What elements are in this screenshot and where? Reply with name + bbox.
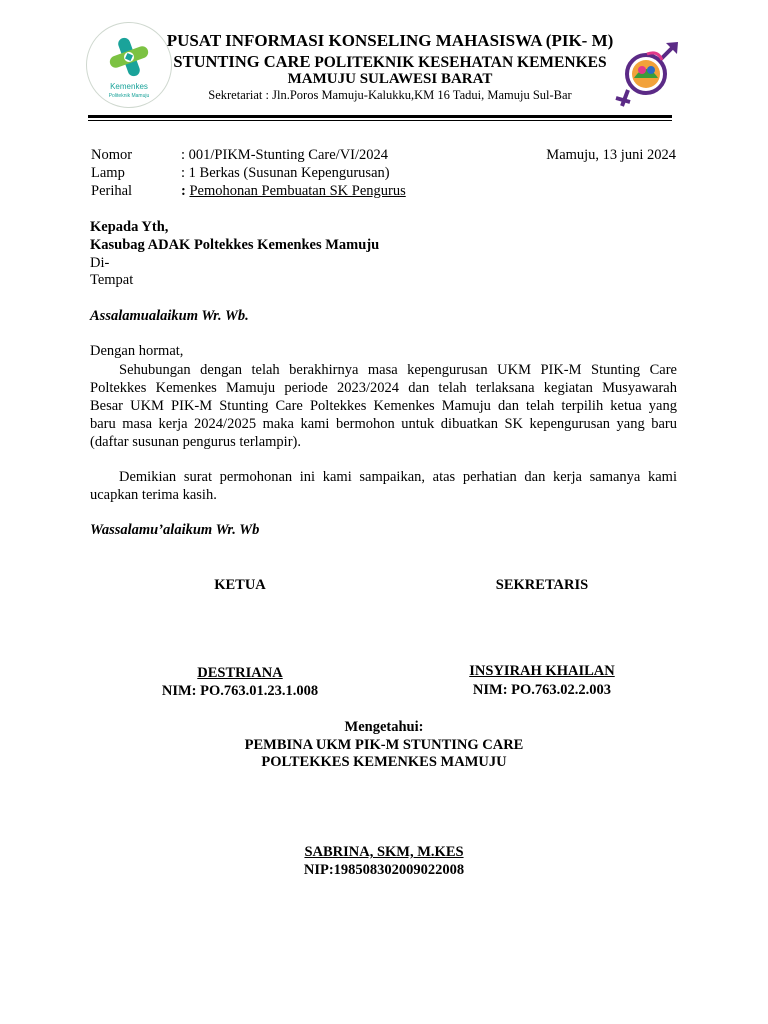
ketua-nim: NIM: PO.763.01.23.1.008 — [161, 683, 319, 699]
header-line-3: MAMUJU SULAWESI BARAT — [287, 71, 493, 87]
sekretaris-name: INSYIRAH KHAILAN — [469, 663, 615, 679]
paragraph-1 — [90, 361, 677, 451]
mengetahui-label: Mengetahui: — [344, 719, 424, 735]
header-address: Sekretariat : Jln.Poros Mamuju-Kalukku,KM 16 Tadui, Mamuju Sul-Bar — [208, 88, 572, 102]
pembina-nip: NIP:198508302009022008 — [303, 862, 465, 878]
paragraph-1-line: Sehubungan dengan telah berakhirnya masa kepengurusan UKM PIK-M Stunting Care — [119, 362, 677, 378]
paragraph-1-line: Poltekkes Kemenkes Mamuju periode 2023/2024 dan telah terlaksana kegiatan Musyawarah — [90, 380, 677, 396]
lamp-label: Lamp — [91, 165, 125, 181]
perihal-value: Pemohonan Pembuatan SK Pengurus — [189, 183, 406, 199]
pembina-line-1: PEMBINA UKM PIK-M STUNTING CARE — [244, 737, 524, 753]
nomor-value: : 001/PIKM-Stunting Care/VI/2024 — [181, 147, 389, 163]
pembina-line-2: POLTEKKES KEMENKES MAMUJU — [261, 754, 507, 770]
header-line-2 — [150, 52, 630, 72]
perihal-row — [181, 183, 406, 200]
ketua-title: KETUA — [214, 577, 266, 593]
paragraph-2-line: Demikian surat permohonan ini kami sampaikan, atas perhatian dan kerja samanya kami — [119, 469, 677, 485]
pembina-name: SABRINA, SKM, M.KES — [304, 844, 464, 860]
salutation: Dengan hormat, — [90, 343, 184, 359]
recipient-line-4: Tempat — [90, 272, 134, 288]
perihal-label: Perihal — [91, 183, 133, 199]
ketua-name: DESTRIANA — [197, 665, 283, 681]
letter-date: Mamuju, 13 juni 2024 — [546, 147, 676, 163]
header-line-1: PUSAT INFORMASI KONSELING MAHASISWA (PIK- M) — [166, 31, 614, 50]
header-stunting-care: STUNTING CARE — [173, 52, 311, 71]
perihal-colon: : — [181, 183, 186, 199]
paragraph-1-line: Besar UKM PIK-M Stunting Care Poltekkes Kemenkes Mamuju dan telah terpilih ketua yang — [90, 398, 677, 414]
paragraph-1-line: (daftar susunan pengurus terlampir). — [90, 434, 301, 450]
recipient-line-2: Kasubag ADAK Poltekkes Kemenkes Mamuju — [90, 237, 380, 253]
sekretaris-nim: NIM: PO.763.02.2.003 — [472, 682, 612, 698]
greeting: Assalamualaikum Wr. Wb. — [90, 308, 249, 324]
header-rule-thick — [88, 115, 672, 118]
sekretaris-title: SEKRETARIS — [495, 577, 589, 593]
closing: Wassalamu’alaikum Wr. Wb — [90, 522, 260, 538]
recipient-line-1: Kepada Yth, — [90, 219, 169, 235]
paragraph-1-line: baru masa kerja 2024/2025 maka kami bermohon untuk dibuatkan SK kepengurusan yang baru — [90, 416, 677, 432]
lamp-value: : 1 Berkas (Susunan Kepengurusan) — [181, 165, 390, 181]
nomor-label: Nomor — [91, 147, 133, 163]
kemenkes-logo-text: Kemenkes — [110, 82, 148, 91]
kemenkes-logo-subtext: Politeknik Mamuju — [108, 93, 150, 99]
recipient-line-3: Di- — [90, 255, 110, 271]
paragraph-2 — [90, 468, 677, 504]
paragraph-2-line: ucapkan terima kasih. — [90, 487, 217, 503]
header-politeknik: POLITEKNIK KESEHATAN KEMENKES — [314, 54, 607, 71]
header-rule-thin — [88, 120, 672, 121]
